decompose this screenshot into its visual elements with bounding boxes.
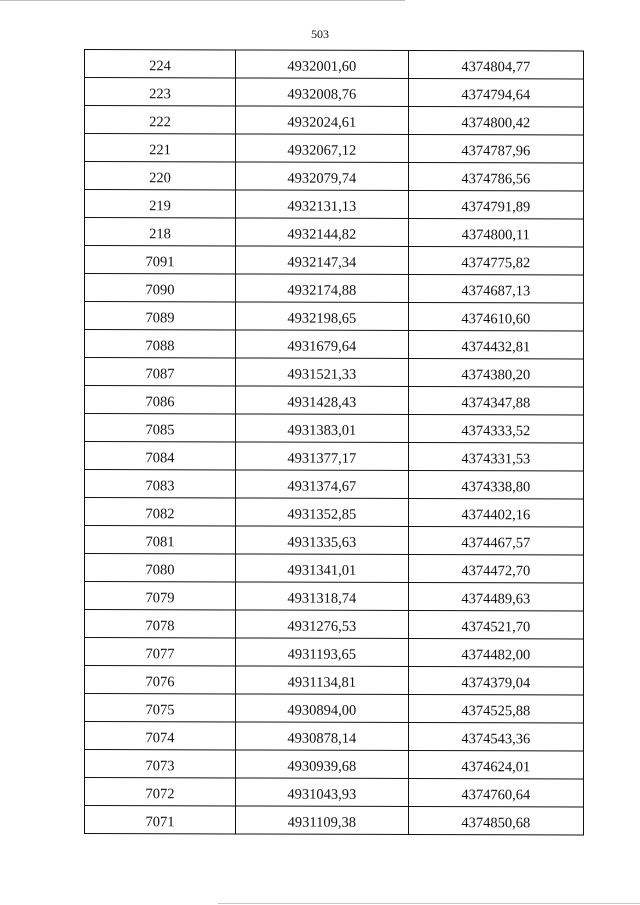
table-row (85, 470, 584, 499)
cell-value: 220 (149, 170, 171, 187)
cell-value: 4931341,01 (287, 562, 357, 579)
table-row (85, 582, 584, 611)
point-number-cell (85, 414, 236, 442)
table-row (85, 722, 584, 751)
cell-value: 7075 (145, 702, 175, 719)
y-coordinate-cell (408, 470, 583, 499)
cell-value: 4374800,42 (461, 115, 531, 132)
x-coordinate-cell (236, 582, 408, 611)
point-number-cell (85, 722, 236, 750)
cell-value: 4930878,14 (287, 730, 357, 747)
cell-value: 4374482,00 (461, 647, 531, 664)
cell-value: 4931374,67 (287, 478, 357, 495)
cell-value: 7080 (145, 562, 175, 579)
cell-value: 7091 (145, 254, 175, 271)
x-coordinate-cell (236, 750, 408, 779)
y-coordinate-cell (408, 638, 583, 667)
cell-value: 7073 (145, 758, 175, 775)
cell-value: 4374791,89 (461, 199, 531, 216)
point-number-cell (85, 582, 236, 610)
coordinates-table (84, 49, 584, 835)
cell-value: 4931352,85 (287, 506, 357, 523)
bottom-scan-rule (218, 903, 640, 904)
y-coordinate-cell (408, 806, 583, 835)
table-row (85, 498, 584, 527)
x-coordinate-cell (236, 806, 408, 835)
point-number-cell (85, 330, 236, 358)
cell-value: 224 (149, 58, 171, 75)
table-row (85, 190, 584, 219)
cell-value: 219 (149, 198, 171, 215)
x-coordinate-cell (236, 134, 408, 163)
cell-value: 4931428,43 (287, 394, 357, 411)
y-coordinate-cell (408, 162, 583, 191)
cell-value: 4374610,60 (461, 311, 531, 328)
cell-value: 7078 (145, 618, 175, 635)
x-coordinate-cell (236, 106, 408, 135)
point-number-cell (85, 554, 236, 582)
cell-value: 4374543,36 (461, 731, 531, 748)
table-row (85, 806, 584, 835)
cell-value: 7087 (145, 366, 175, 383)
cell-value: 4932079,74 (287, 170, 357, 187)
cell-value: 4374521,70 (461, 619, 531, 636)
cell-value: 218 (149, 226, 171, 243)
cell-value: 7079 (145, 590, 175, 607)
cell-value: 4374624,01 (461, 759, 531, 776)
cell-value: 4932144,82 (287, 226, 357, 243)
x-coordinate-cell (236, 554, 408, 583)
x-coordinate-cell (236, 358, 408, 387)
point-number-cell (85, 666, 236, 694)
x-coordinate-cell (236, 526, 408, 555)
cell-value: 4930894,00 (287, 702, 357, 719)
cell-value: 4931383,01 (287, 422, 357, 439)
cell-value: 4374331,53 (461, 451, 531, 468)
cell-value: 4374347,88 (461, 395, 531, 412)
cell-value: 4374775,82 (461, 255, 531, 272)
point-number-cell (85, 246, 236, 274)
table-row (85, 106, 584, 135)
cell-value: 4374525,88 (461, 703, 531, 720)
cell-value: 7083 (145, 478, 175, 495)
cell-value: 4374850,68 (461, 815, 531, 832)
cell-value: 7088 (145, 338, 175, 355)
cell-value: 222 (149, 114, 171, 131)
table-row (85, 246, 584, 275)
point-number-cell (85, 190, 236, 218)
y-coordinate-cell (408, 134, 583, 163)
point-number-cell (85, 358, 236, 386)
x-coordinate-cell (236, 274, 408, 303)
cell-value: 4374380,20 (461, 367, 531, 384)
cell-value: 4374760,64 (461, 787, 531, 804)
page-number: 503 (311, 27, 329, 41)
x-coordinate-cell (236, 386, 408, 415)
table-row (85, 694, 584, 723)
point-number-cell (85, 526, 236, 554)
cell-value: 7074 (145, 730, 175, 747)
cell-value: 4374333,52 (461, 423, 531, 440)
cell-value: 4374786,56 (461, 171, 531, 188)
cell-value: 4374338,80 (461, 479, 531, 496)
cell-value: 4931335,63 (287, 534, 357, 551)
y-coordinate-cell (408, 302, 583, 331)
x-coordinate-cell (236, 50, 408, 79)
table-row (85, 750, 584, 779)
point-number-cell (85, 806, 236, 834)
x-coordinate-cell (236, 638, 408, 667)
cell-value: 223 (149, 86, 171, 103)
cell-value: 4932147,34 (287, 254, 357, 271)
y-coordinate-cell (408, 750, 583, 779)
point-number-cell (85, 610, 236, 638)
point-number-cell (85, 386, 236, 414)
y-coordinate-cell (408, 78, 583, 107)
cell-value: 221 (149, 142, 171, 159)
coordinates-table-body (85, 50, 584, 835)
point-number-cell (85, 750, 236, 778)
y-coordinate-cell (408, 722, 583, 751)
cell-value: 4931679,64 (287, 338, 357, 355)
x-coordinate-cell (236, 442, 408, 471)
cell-value: 7072 (145, 786, 175, 803)
y-coordinate-cell (408, 694, 583, 723)
y-coordinate-cell (408, 666, 583, 695)
y-coordinate-cell (408, 50, 583, 79)
x-coordinate-cell (236, 330, 408, 359)
point-number-cell (85, 218, 236, 246)
y-coordinate-cell (408, 582, 583, 611)
cell-value: 4932067,12 (287, 142, 357, 159)
cell-value: 7071 (145, 814, 175, 831)
cell-value: 4374687,13 (461, 283, 531, 300)
table-row (85, 526, 584, 555)
cell-value: 4374402,16 (461, 507, 531, 524)
point-number-cell (85, 470, 236, 498)
cell-value: 7076 (145, 674, 175, 691)
cell-value: 4374432,81 (461, 339, 531, 356)
cell-value: 4374787,96 (461, 143, 531, 160)
table-row (85, 414, 584, 443)
point-number-cell (85, 106, 236, 134)
cell-value: 4932001,60 (287, 58, 357, 75)
y-coordinate-cell (408, 190, 583, 219)
cell-value: 4931109,38 (287, 814, 356, 831)
x-coordinate-cell (236, 78, 408, 107)
cell-value: 7090 (145, 282, 175, 299)
y-coordinate-cell (408, 218, 583, 247)
y-coordinate-cell (408, 498, 583, 527)
cell-value: 4374804,77 (461, 59, 531, 76)
table-row (85, 218, 584, 247)
point-number-cell (85, 78, 236, 106)
cell-value: 4932174,88 (287, 282, 357, 299)
cell-value: 4931318,74 (287, 590, 357, 607)
cell-value: 4374800,11 (461, 227, 530, 244)
point-number-cell (85, 638, 236, 666)
point-number-cell (85, 498, 236, 526)
table-row (85, 610, 584, 639)
cell-value: 4931521,33 (287, 366, 357, 383)
table-row (85, 554, 584, 583)
cell-value: 7085 (145, 422, 175, 439)
cell-value: 4932131,13 (287, 198, 357, 215)
y-coordinate-cell (408, 330, 583, 359)
point-number-cell (85, 694, 236, 722)
x-coordinate-cell (236, 470, 408, 499)
point-number-cell (85, 442, 236, 470)
y-coordinate-cell (408, 778, 583, 807)
table-row (85, 442, 584, 471)
cell-value: 7089 (145, 310, 175, 327)
x-coordinate-cell (236, 694, 408, 723)
y-coordinate-cell (408, 442, 583, 471)
table-row (85, 386, 584, 415)
cell-value: 4931377,17 (287, 450, 357, 467)
point-number-cell (85, 162, 236, 190)
x-coordinate-cell (236, 162, 408, 191)
table-row (85, 78, 584, 107)
x-coordinate-cell (236, 722, 408, 751)
cell-value: 4374794,64 (461, 87, 531, 104)
cell-value: 7084 (145, 450, 175, 467)
y-coordinate-cell (408, 526, 583, 555)
point-number-cell (85, 778, 236, 806)
x-coordinate-cell (236, 414, 408, 443)
cell-value: 4932024,61 (287, 114, 357, 131)
point-number-cell (85, 50, 236, 78)
table-row (85, 330, 584, 359)
table-row (85, 302, 584, 331)
cell-value: 4931276,53 (287, 618, 357, 635)
table-row (85, 274, 584, 303)
point-number-cell (85, 134, 236, 162)
y-coordinate-cell (408, 610, 583, 639)
y-coordinate-cell (408, 414, 583, 443)
x-coordinate-cell (236, 498, 408, 527)
table-row (85, 666, 584, 695)
table-row (85, 358, 584, 387)
table-row (85, 638, 584, 667)
cell-value: 7086 (145, 394, 175, 411)
table-row (85, 134, 584, 163)
x-coordinate-cell (236, 778, 408, 807)
x-coordinate-cell (236, 302, 408, 331)
cell-value: 7082 (145, 506, 175, 523)
cell-value: 4931043,93 (287, 786, 357, 803)
cell-value: 4931134,81 (287, 674, 356, 691)
cell-value: 4374467,57 (461, 535, 531, 552)
top-scan-rule (0, 0, 405, 1)
cell-value: 4931193,65 (287, 646, 356, 663)
table-row (85, 50, 584, 79)
x-coordinate-cell (236, 666, 408, 695)
table-row (85, 778, 584, 807)
table-row (85, 162, 584, 191)
cell-value: 4374379,04 (461, 675, 531, 692)
cell-value: 4374489,63 (461, 591, 531, 608)
cell-value: 4930939,68 (287, 758, 357, 775)
x-coordinate-cell (236, 218, 408, 247)
point-number-cell (85, 302, 236, 330)
y-coordinate-cell (408, 106, 583, 135)
y-coordinate-cell (408, 554, 583, 583)
cell-value: 4932008,76 (287, 86, 357, 103)
x-coordinate-cell (236, 246, 408, 275)
y-coordinate-cell (408, 274, 583, 303)
x-coordinate-cell (236, 190, 408, 219)
y-coordinate-cell (408, 386, 583, 415)
cell-value: 4932198,65 (287, 310, 357, 327)
y-coordinate-cell (408, 358, 583, 387)
point-number-cell (85, 274, 236, 302)
cell-value: 4374472,70 (461, 563, 531, 580)
cell-value: 7077 (145, 646, 175, 663)
x-coordinate-cell (236, 610, 408, 639)
cell-value: 7081 (145, 534, 175, 551)
y-coordinate-cell (408, 246, 583, 275)
